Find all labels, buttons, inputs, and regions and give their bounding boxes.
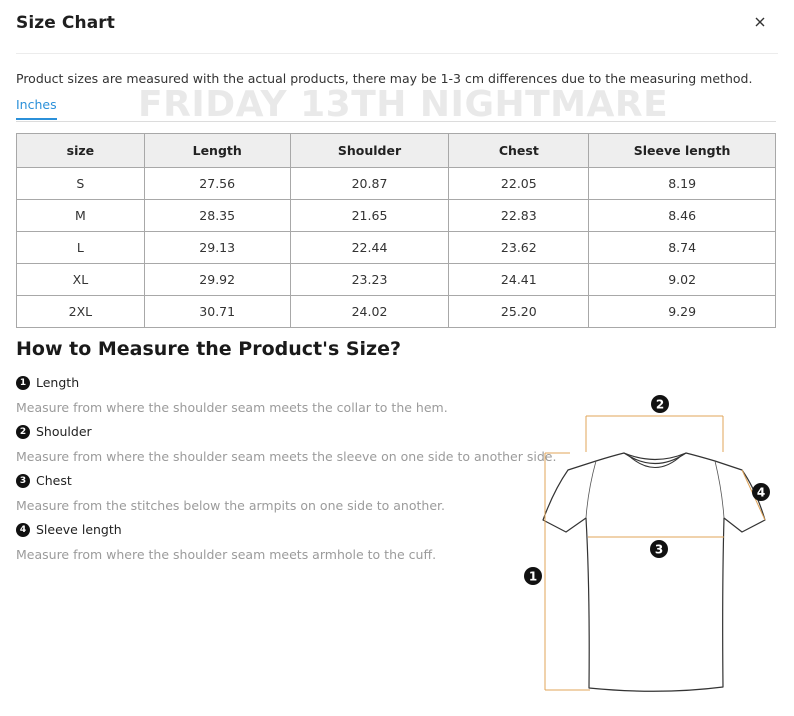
measure-item-sleeve [16, 522, 122, 537]
marker-2-label: 2 [655, 397, 665, 412]
table-cell: 30.71 [144, 296, 290, 328]
modal-title: Size Chart [16, 13, 115, 33]
measure-section-title: How to Measure the Product's Size? [16, 338, 402, 360]
table-cell: 21.65 [290, 200, 449, 232]
measure-item-label: Chest [36, 473, 72, 488]
table-row [17, 232, 776, 264]
tshirt-icon [543, 453, 765, 691]
measure-item-length [16, 375, 79, 390]
unit-tabs [16, 95, 776, 122]
marker-2 [651, 395, 669, 413]
table-cell: 22.83 [449, 200, 589, 232]
column-header: Length [144, 134, 290, 168]
modal-header [16, 12, 778, 54]
table-cell: 8.19 [589, 168, 776, 200]
number-1-badge: 1 [16, 376, 30, 390]
measure-item-chest [16, 473, 72, 488]
table-cell: 20.87 [290, 168, 449, 200]
table-cell: 8.46 [589, 200, 776, 232]
table-row [17, 264, 776, 296]
measure-item-desc: Measure from where the shoulder seam meets the collar to the hem. [16, 400, 448, 415]
watermark: FRIDAY 13TH NIGHTMARE [138, 84, 669, 125]
marker-3 [650, 540, 668, 558]
table-row [17, 200, 776, 232]
table-cell: 23.23 [290, 264, 449, 296]
measure-item-desc: Measure from where the shoulder seam meets armhole to the cuff. [16, 547, 437, 562]
table-cell: L [17, 232, 145, 264]
table-cell: 24.02 [290, 296, 449, 328]
number-3-badge: 3 [16, 474, 30, 488]
marker-4-label: 4 [756, 485, 766, 500]
measure-item-label: Length [36, 375, 80, 390]
tshirt-measurement-diagram [510, 390, 780, 700]
table-cell: 9.02 [589, 264, 776, 296]
table-cell: S [17, 168, 145, 200]
table-cell: M [17, 200, 145, 232]
table-cell: 29.92 [144, 264, 290, 296]
table-header-row [17, 134, 776, 168]
table-cell: 22.44 [290, 232, 449, 264]
table-cell: 29.13 [144, 232, 290, 264]
table-cell: 22.05 [449, 168, 589, 200]
table-row [17, 296, 776, 328]
measure-item-shoulder [16, 424, 92, 439]
measure-item-label: Shoulder [36, 424, 92, 439]
table-cell: 24.41 [449, 264, 589, 296]
marker-3-label: 3 [654, 542, 664, 557]
tshirt-diagram-svg [510, 390, 780, 700]
size-table [16, 133, 776, 328]
tab-inches[interactable]: Inches [16, 97, 57, 120]
table-row [17, 168, 776, 200]
table-cell: 28.35 [144, 200, 290, 232]
column-header: Chest [449, 134, 589, 168]
table-cell: XL [17, 264, 145, 296]
table-cell: 25.20 [449, 296, 589, 328]
table-cell: 23.62 [449, 232, 589, 264]
table-cell: 8.74 [589, 232, 776, 264]
marker-1-label: 1 [528, 569, 538, 584]
marker-4 [752, 483, 770, 501]
close-icon[interactable] [750, 12, 770, 32]
table-cell: 9.29 [589, 296, 776, 328]
measurement-note: Product sizes are measured with the actual products, there may be 1-3 cm differences due to the measuring method. [16, 71, 753, 86]
number-4-badge: 4 [16, 523, 30, 537]
number-2-badge: 2 [16, 425, 30, 439]
close-button[interactable] [750, 12, 770, 32]
table-cell: 27.56 [144, 168, 290, 200]
column-header: size [17, 134, 145, 168]
column-header: Sleeve length [589, 134, 776, 168]
table-cell: 2XL [17, 296, 145, 328]
column-header: Shoulder [290, 134, 449, 168]
measure-item-desc: Measure from where the shoulder seam meets the sleeve on one side to another side. [16, 449, 557, 464]
measure-item-label: Sleeve length [36, 522, 122, 537]
marker-1 [524, 567, 542, 585]
measure-item-desc: Measure from the stitches below the armpits on one side to another. [16, 498, 445, 513]
